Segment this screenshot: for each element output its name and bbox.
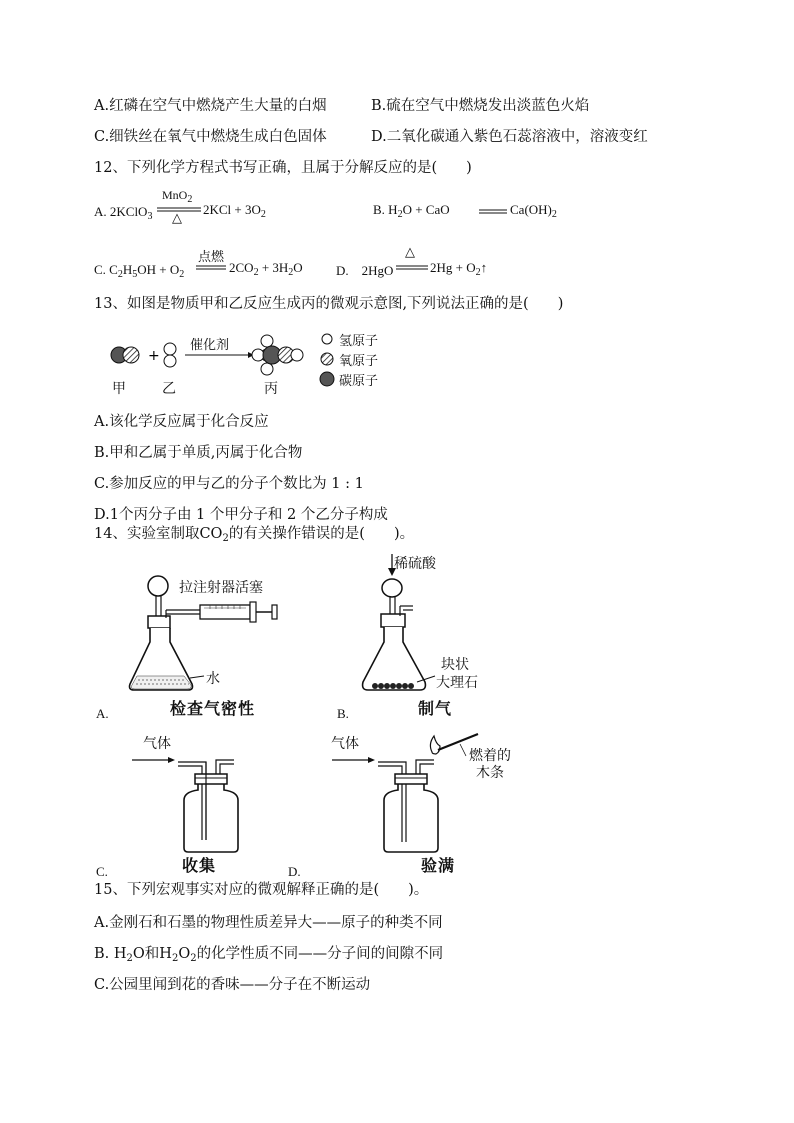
catalyst-label: 催化剂 <box>190 338 230 353</box>
q14-option-b: B. <box>337 706 349 721</box>
q14-option-a: A. <box>96 706 109 721</box>
syringe-label: 拉注射器活塞 <box>179 580 263 596</box>
label-bing: 丙 <box>264 381 278 397</box>
burning-stick-line2: 木条 <box>476 765 504 781</box>
q13-option-a: A.该化学反应属于化合反应 <box>94 414 269 430</box>
q12-a-catalyst: MnO$_2$ <box>162 188 193 205</box>
q12-b-equals <box>479 208 509 218</box>
q14-stem: 14、实验室制取$CO_2$的有关操作错误的是( )。 <box>94 526 415 544</box>
legend-carbon: 碳原子 <box>339 374 379 389</box>
q12-d-equals <box>396 264 430 274</box>
q11-option-d: D.二氧化碳通入紫色石蕊溶液中，溶液变红 <box>371 129 648 145</box>
acid-label: 稀硫酸 <box>394 556 436 572</box>
q15-option-c: C.公园里闻到花的香味——分子在不断运动 <box>94 977 371 993</box>
q12-c-products: $2CO_2 + 3H_2O$ <box>229 260 303 278</box>
q13-stem: 13、如图是物质甲和乙反应生成丙的微观示意图,下列说法正确的是( ) <box>94 296 564 312</box>
q12-option-a: A. 2KClO$_3$ <box>94 204 153 222</box>
legend-hydrogen: 氢原子 <box>339 334 379 349</box>
q12-a-products: $2KCl + 3O_2$ <box>203 202 266 220</box>
gas-label-d: 气体 <box>331 736 359 752</box>
burning-stick-line1: 燃着的 <box>469 748 511 764</box>
marble-label-line2: 大理石 <box>436 675 478 691</box>
q11-option-c: C.细铁丝在氧气中燃烧生成白色固体 <box>94 129 327 145</box>
q13-option-b: B.甲和乙属于单质,丙属于化合物 <box>94 445 303 461</box>
q15-option-b: B. $H_2O$和$H_2O_2$的化学性质不同——分子间的间隙不同 <box>94 946 444 964</box>
q14-option-d: D. <box>288 864 301 879</box>
q12-a-heat: △ <box>172 211 182 226</box>
q15-stem: 15、下列宏观事实对应的微观解释正确的是( )。 <box>94 882 429 898</box>
q12-d-products: $2Hg + O_2↑$ <box>430 260 488 278</box>
plus-sign: + <box>148 348 160 364</box>
q12-stem: 12、下列化学方程式书写正确，且属于分解反应的是( ) <box>94 160 472 176</box>
q12-c-condition: 点燃 <box>198 250 225 265</box>
caption-produce-gas: 制气 <box>418 699 453 718</box>
legend <box>320 334 334 386</box>
q13-option-d: D.1个丙分子由 1 个甲分子和 2 个乙分子构成 <box>94 507 388 523</box>
label-jia: 甲 <box>112 381 126 397</box>
label-yi: 乙 <box>162 381 176 397</box>
q12-option-b: B. $H_2O$ + CaO <box>373 202 450 220</box>
q15-option-a: A.金刚石和石墨的物理性质差异大——原子的种类不同 <box>94 915 443 931</box>
q13-option-c: C.参加反应的甲与乙的分子个数比为 1 : 1 <box>94 476 364 492</box>
q11-option-a: A.红磷在空气中燃烧产生大量的白烟 <box>94 98 327 114</box>
q12-option-c: C. $C_2H_5OH + O_2$ <box>94 262 185 280</box>
legend-oxygen: 氧原子 <box>339 354 379 369</box>
q14-option-c: C. <box>96 864 108 879</box>
caption-collect: 收集 <box>182 856 217 875</box>
molecule-bing <box>252 335 303 375</box>
molecule-jia <box>111 347 139 363</box>
q12-option-d: D. 2HgO <box>336 263 394 278</box>
caption-verify-full: 验满 <box>421 856 456 875</box>
q12-b-product: $Ca(OH)_2$ <box>510 202 557 220</box>
q11-option-b: B.硫在空气中燃烧发出淡蓝色火焰 <box>371 98 590 114</box>
marble-label-line1: 块状 <box>441 657 469 673</box>
q12-d-heat: △ <box>405 245 415 260</box>
q12-c-equals <box>196 264 228 274</box>
gas-label-c: 气体 <box>143 736 171 752</box>
water-label: 水 <box>206 671 220 687</box>
molecule-yi <box>164 343 176 367</box>
apparatus-collect <box>128 748 248 856</box>
caption-airtightness: 检查气密性 <box>170 699 256 718</box>
